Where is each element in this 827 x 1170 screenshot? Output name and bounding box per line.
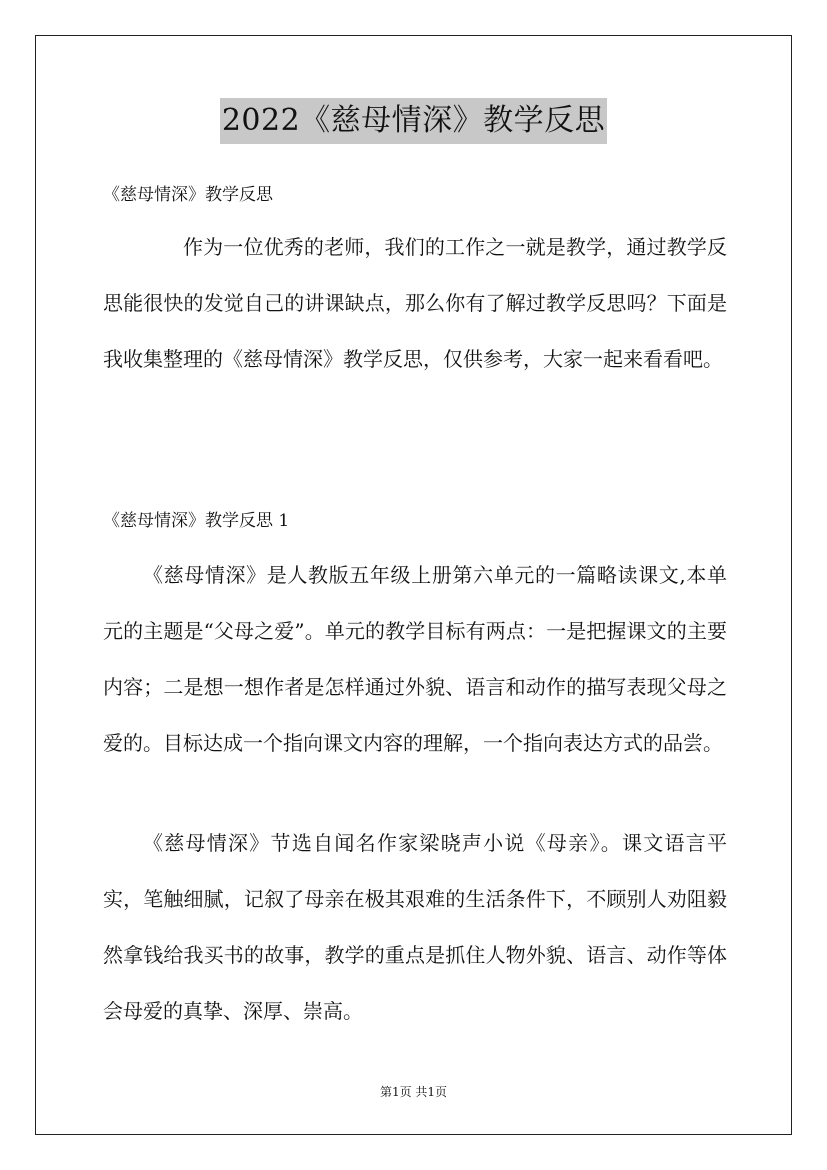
document-title: 2022《慈母情深》教学反思 bbox=[220, 98, 607, 144]
section-heading: 《慈母情深》教学反思 bbox=[103, 185, 273, 205]
subheading-1: 《慈母情深》教学反思 1 bbox=[103, 511, 290, 531]
title-container bbox=[0, 98, 827, 144]
page-footer: 第1页 共1页 bbox=[379, 1085, 448, 1099]
body-paragraph-1: 《慈母情深》是人教版五年级上册第六单元的一篇略读课文,本单元的主题是“父母之爱”。单元的教学目标有两点：一是把握课文的主要内容；二是想一想作者是怎样通过外貌、语言和动作的描写表现父母之爱的。目标达成一个指向课文内容的理解，一个指向表达方式的品尝。 bbox=[103, 563, 727, 755]
body-paragraph-2: 《慈母情深》节选自闻名作家梁晓声小说《母亲》。课文语言平实，笔触细腻，记叙了母亲在极其艰难的生活条件下，不顾别人劝阻毅然拿钱给我买书的故事，教学的重点是抓住人物外貌、语言、动作等体会母爱的真挚、深厚、崇高。 bbox=[103, 831, 727, 1023]
intro-paragraph: 作为一位优秀的老师，我们的工作之一就是教学，通过教学反思能很快的发觉自己的讲课缺点，那么你有了解过教学反思吗？下面是我收集整理的《慈母情深》教学反思，仅供参考，大家一起来看看吧。 bbox=[103, 235, 727, 371]
